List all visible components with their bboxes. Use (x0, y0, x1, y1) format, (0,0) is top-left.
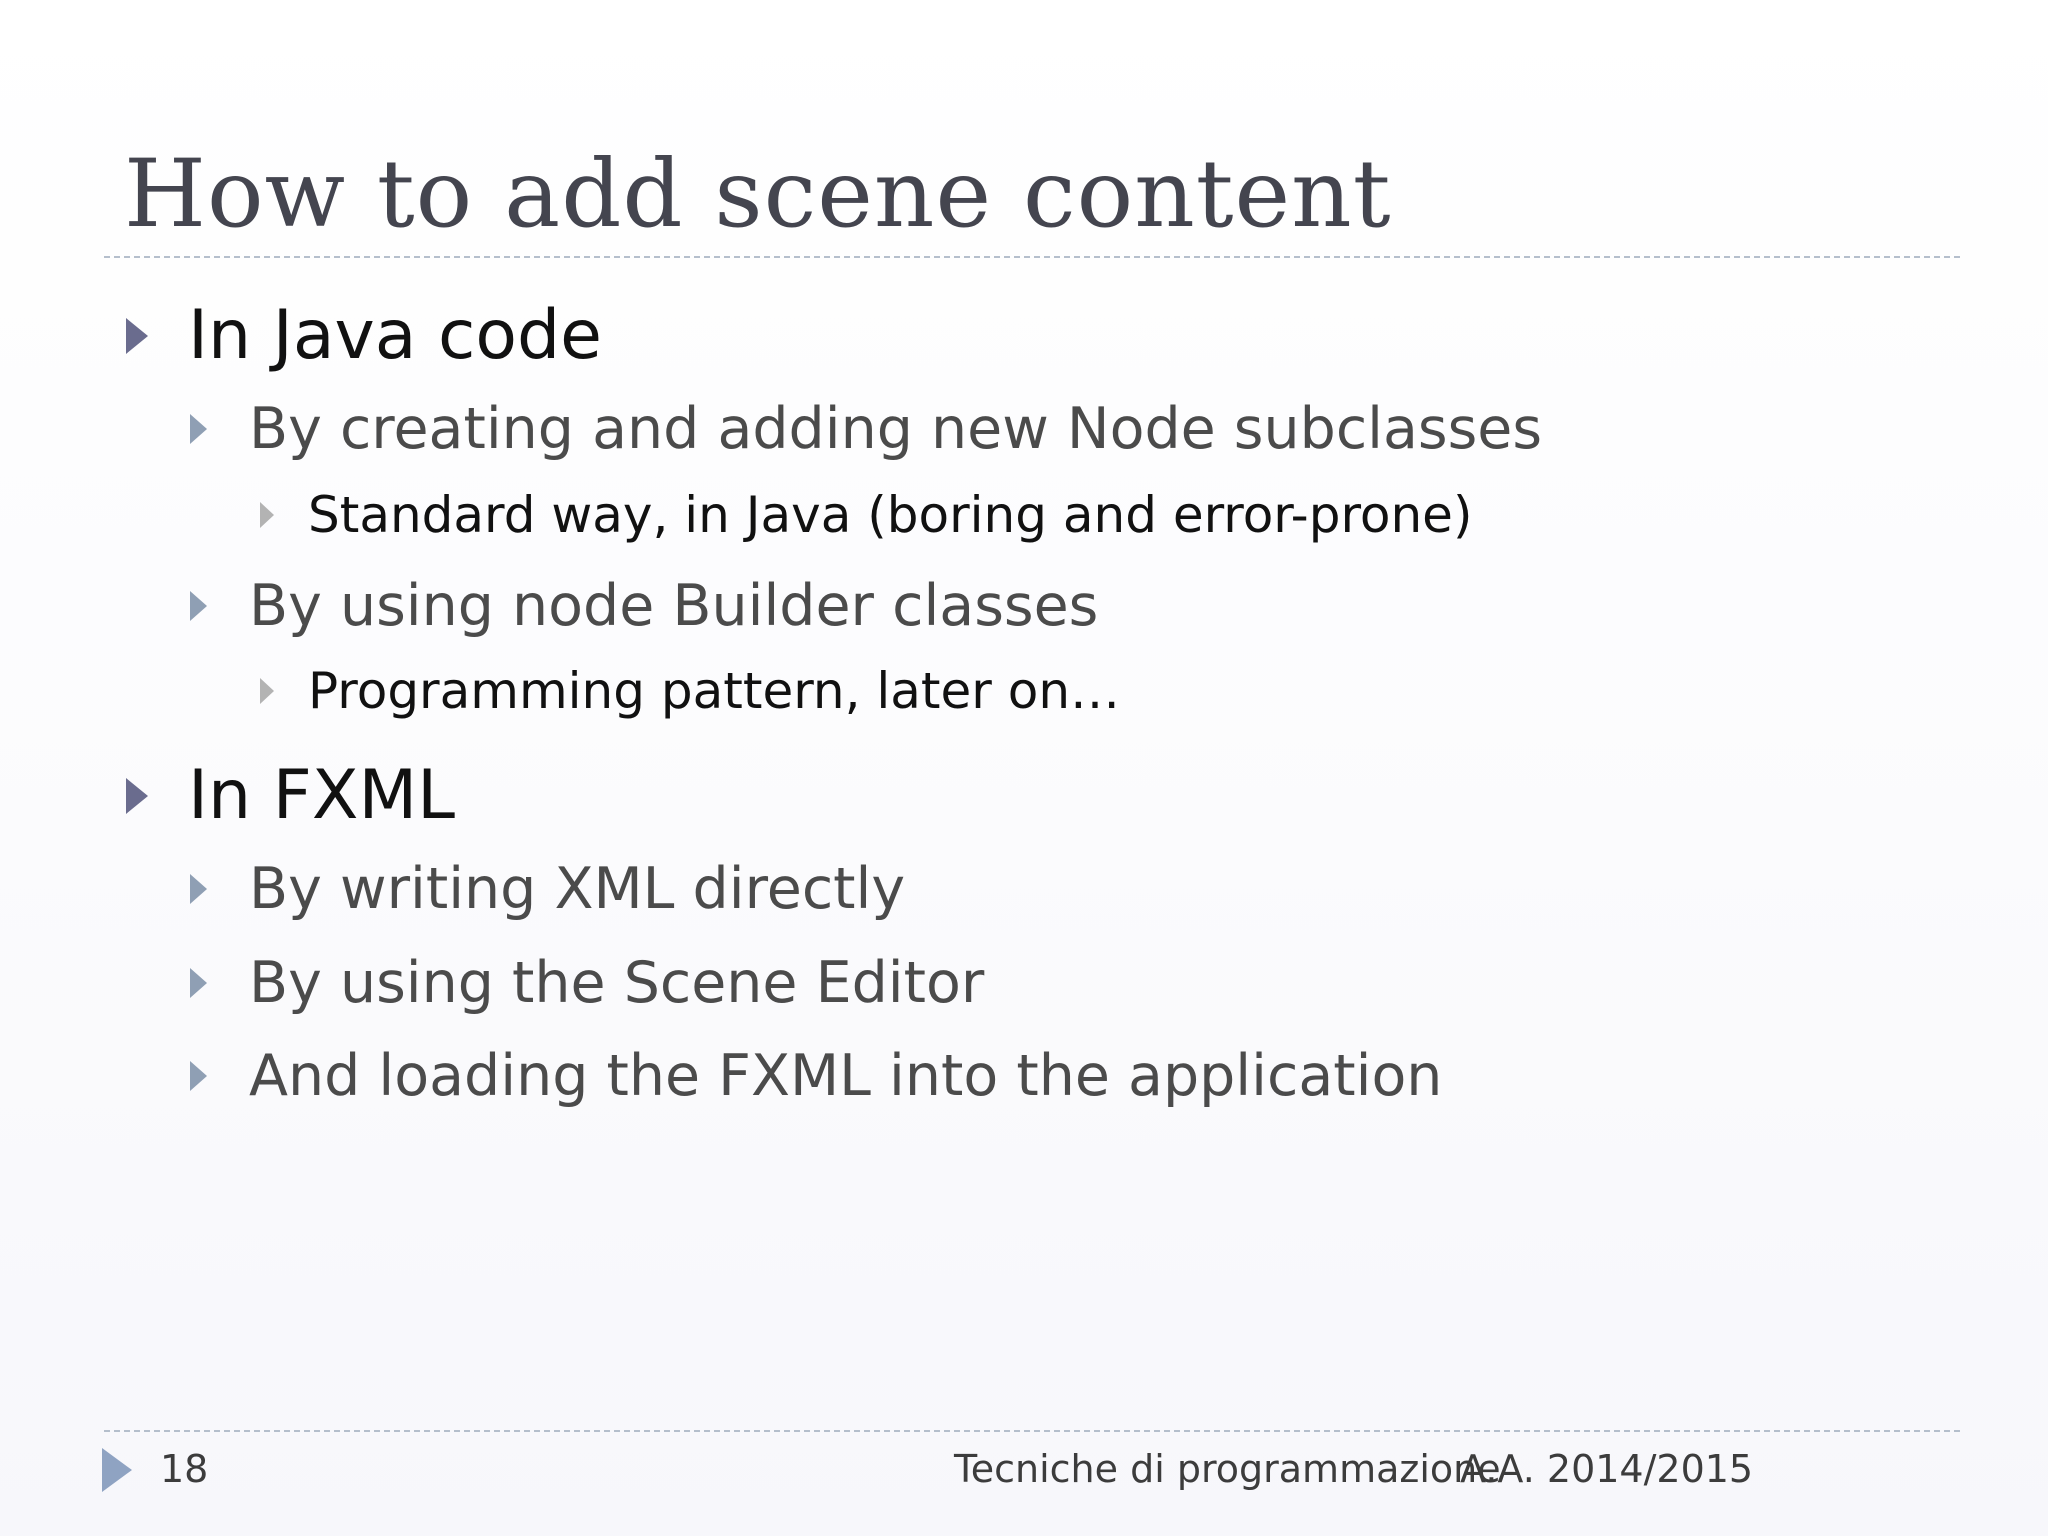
bullet-level2-node-subclasses (190, 396, 1542, 462)
bullet-level2-scene-editor (190, 950, 984, 1016)
footer-course-name: Tecniche di programmazione (954, 1447, 1501, 1491)
triangle-bullet-icon (260, 502, 274, 528)
triangle-bullet-icon (190, 591, 207, 621)
triangle-bullet-icon (190, 1061, 207, 1091)
slide-title: How to add scene content (124, 140, 1392, 249)
triangle-bullet-icon (190, 874, 207, 904)
triangle-bullet-icon (260, 678, 274, 704)
bullet-level3-programming-pattern (260, 662, 1120, 720)
bullet-text: And loading the FXML into the application (249, 1043, 1443, 1109)
bullet-level3-standard-way (260, 486, 1472, 544)
bullet-level1-java-code (126, 296, 602, 375)
triangle-bullet-icon (126, 778, 148, 814)
triangle-bullet-icon (190, 968, 207, 998)
bullet-level2-builder-classes (190, 573, 1098, 639)
footer-academic-year: A.A. 2014/2015 (1460, 1447, 1754, 1491)
bullet-text: By creating and adding new Node subclasses (249, 396, 1543, 462)
bullet-level2-writing-xml (190, 856, 905, 922)
bullet-text: By using the Scene Editor (249, 950, 985, 1016)
bullet-text: In FXML (188, 756, 456, 835)
triangle-bullet-icon (126, 318, 148, 354)
bullet-level2-loading-fxml (190, 1043, 1442, 1109)
footer-arrow-icon (102, 1448, 132, 1492)
bullet-text: By using node Builder classes (249, 573, 1099, 639)
bullet-text: Programming pattern, later on… (308, 662, 1121, 720)
footer-divider (104, 1430, 1960, 1432)
bullet-text: In Java code (188, 296, 603, 375)
bullet-text: Standard way, in Java (boring and error-prone) (308, 486, 1473, 544)
page-number: 18 (160, 1447, 209, 1491)
triangle-bullet-icon (190, 414, 207, 444)
bullet-text: By writing XML directly (249, 856, 906, 922)
bullet-level1-fxml (126, 756, 455, 835)
